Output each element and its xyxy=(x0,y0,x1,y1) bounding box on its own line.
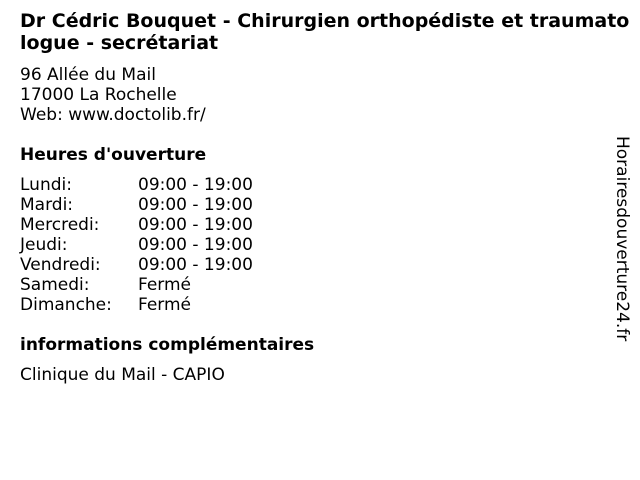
page-title: Dr Cédric Bouquet - Chirurgien orthopédiste et traumatologue - secrétariat xyxy=(20,10,630,54)
site-watermark: Horairesdouverture24.fr xyxy=(612,136,632,342)
address-web: Web: www.doctolib.fr/ xyxy=(20,105,206,125)
hours-row-sunday xyxy=(20,295,253,315)
hours-value: 09:00 - 19:00 xyxy=(138,215,253,235)
day-label: Samedi: xyxy=(20,275,90,295)
opening-hours-table xyxy=(20,175,253,315)
day-label: Dimanche: xyxy=(20,295,112,315)
hours-value: 09:00 - 19:00 xyxy=(138,255,253,275)
hours-value: Fermé xyxy=(138,295,192,315)
day-label: Vendredi: xyxy=(20,255,101,275)
address-street: 96 Allée du Mail xyxy=(20,65,156,85)
additional-info-text: Clinique du Mail - CAPIO xyxy=(20,365,225,385)
hours-row-wednesday xyxy=(20,215,253,235)
hours-row-thursday xyxy=(20,235,253,255)
address-city: 17000 La Rochelle xyxy=(20,85,177,105)
day-label: Lundi: xyxy=(20,175,72,195)
day-label: Mardi: xyxy=(20,195,74,215)
hours-value: 09:00 - 19:00 xyxy=(138,175,253,195)
address-block xyxy=(20,65,206,125)
day-label: Jeudi: xyxy=(20,235,68,255)
hours-row-saturday xyxy=(20,275,253,295)
opening-hours-heading: Heures d'ouverture xyxy=(20,145,207,165)
hours-row-monday xyxy=(20,175,253,195)
additional-info-heading: informations complémentaires xyxy=(20,335,315,355)
hours-row-friday xyxy=(20,255,253,275)
hours-row-tuesday xyxy=(20,195,253,215)
hours-value: Fermé xyxy=(138,275,192,295)
hours-value: 09:00 - 19:00 xyxy=(138,195,253,215)
hours-value: 09:00 - 19:00 xyxy=(138,235,253,255)
day-label: Mercredi: xyxy=(20,215,100,235)
